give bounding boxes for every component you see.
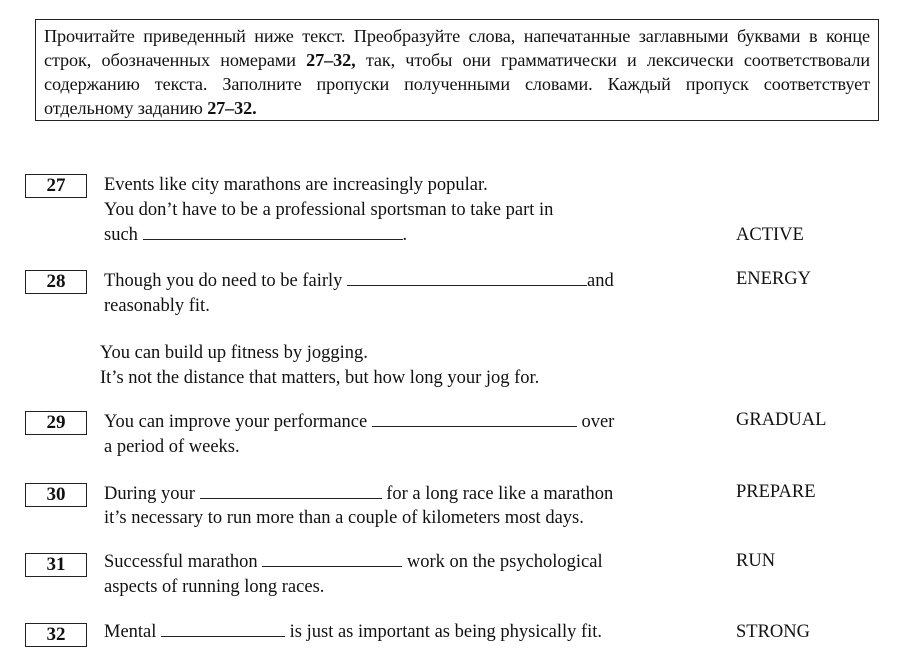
task-text: aspects of running long races.	[104, 577, 325, 597]
task-line	[104, 224, 407, 246]
answer-blank[interactable]	[143, 225, 403, 240]
task-text: reasonably fit.	[104, 296, 210, 316]
task-line	[104, 270, 614, 292]
source-word: ENERGY	[736, 269, 812, 289]
task-text: work on the psychological	[406, 552, 603, 572]
task-range: 27–32.	[207, 98, 257, 118]
source-word: GRADUAL	[736, 410, 827, 430]
instructions-text: так, чтобы они грамматически и лексически соответствовали содержанию текста. Заполните пропуски полученными словами. Каждый пропуск соответствует отдельному заданию	[44, 50, 870, 118]
instructions-text: Прочитайте приведенный ниже текст. Преобразуйте слова, напечатанные заглавными буквами в конце строк, обозначенных номерами	[44, 26, 870, 70]
task-text: During your	[104, 484, 195, 504]
task-text: .	[402, 225, 408, 245]
source-word: ACTIVE	[736, 225, 804, 245]
task-line	[104, 483, 613, 505]
task-text: and	[587, 271, 614, 291]
answer-blank[interactable]	[372, 412, 577, 427]
task-number: 29	[25, 411, 87, 435]
source-word: PREPARE	[736, 482, 816, 502]
task-range: 27–32,	[306, 50, 356, 70]
answer-blank[interactable]	[347, 271, 587, 286]
task-number: 27	[25, 174, 87, 198]
task-number: 31	[25, 553, 87, 577]
task-text: such	[104, 225, 138, 245]
task-text: Events like city marathons are increasingly popular.	[104, 175, 488, 195]
task-line	[104, 621, 602, 643]
source-word: RUN	[736, 551, 776, 571]
task-line	[104, 411, 614, 433]
answer-blank[interactable]	[262, 552, 402, 567]
task-text: it’s necessary to run more than a couple of kilometers most days.	[104, 508, 584, 528]
task-line	[104, 551, 603, 573]
task-text: Successful marathon	[104, 552, 258, 572]
answer-blank[interactable]	[161, 622, 285, 637]
task-number: 30	[25, 483, 87, 507]
instructions-box	[35, 19, 879, 121]
task-text: over	[581, 412, 615, 432]
paragraph-line: It’s not the distance that matters, but how long your jog for.	[100, 368, 540, 388]
task-text: a period of weeks.	[104, 437, 240, 457]
task-text: is just as important as being physically fit.	[289, 622, 603, 642]
source-word: STRONG	[736, 622, 811, 642]
task-text: for a long race like a marathon	[386, 484, 614, 504]
task-text: You can improve your performance	[104, 412, 368, 432]
task-text: You don’t have to be a professional sportsman to take part in	[104, 200, 554, 220]
task-text: Though you do need to be fairly	[104, 271, 343, 291]
answer-blank[interactable]	[200, 484, 382, 499]
task-number: 32	[25, 623, 87, 647]
paragraph-line: You can build up fitness by jogging.	[100, 343, 368, 363]
task-number: 28	[25, 270, 87, 294]
task-text: Mental	[104, 622, 157, 642]
